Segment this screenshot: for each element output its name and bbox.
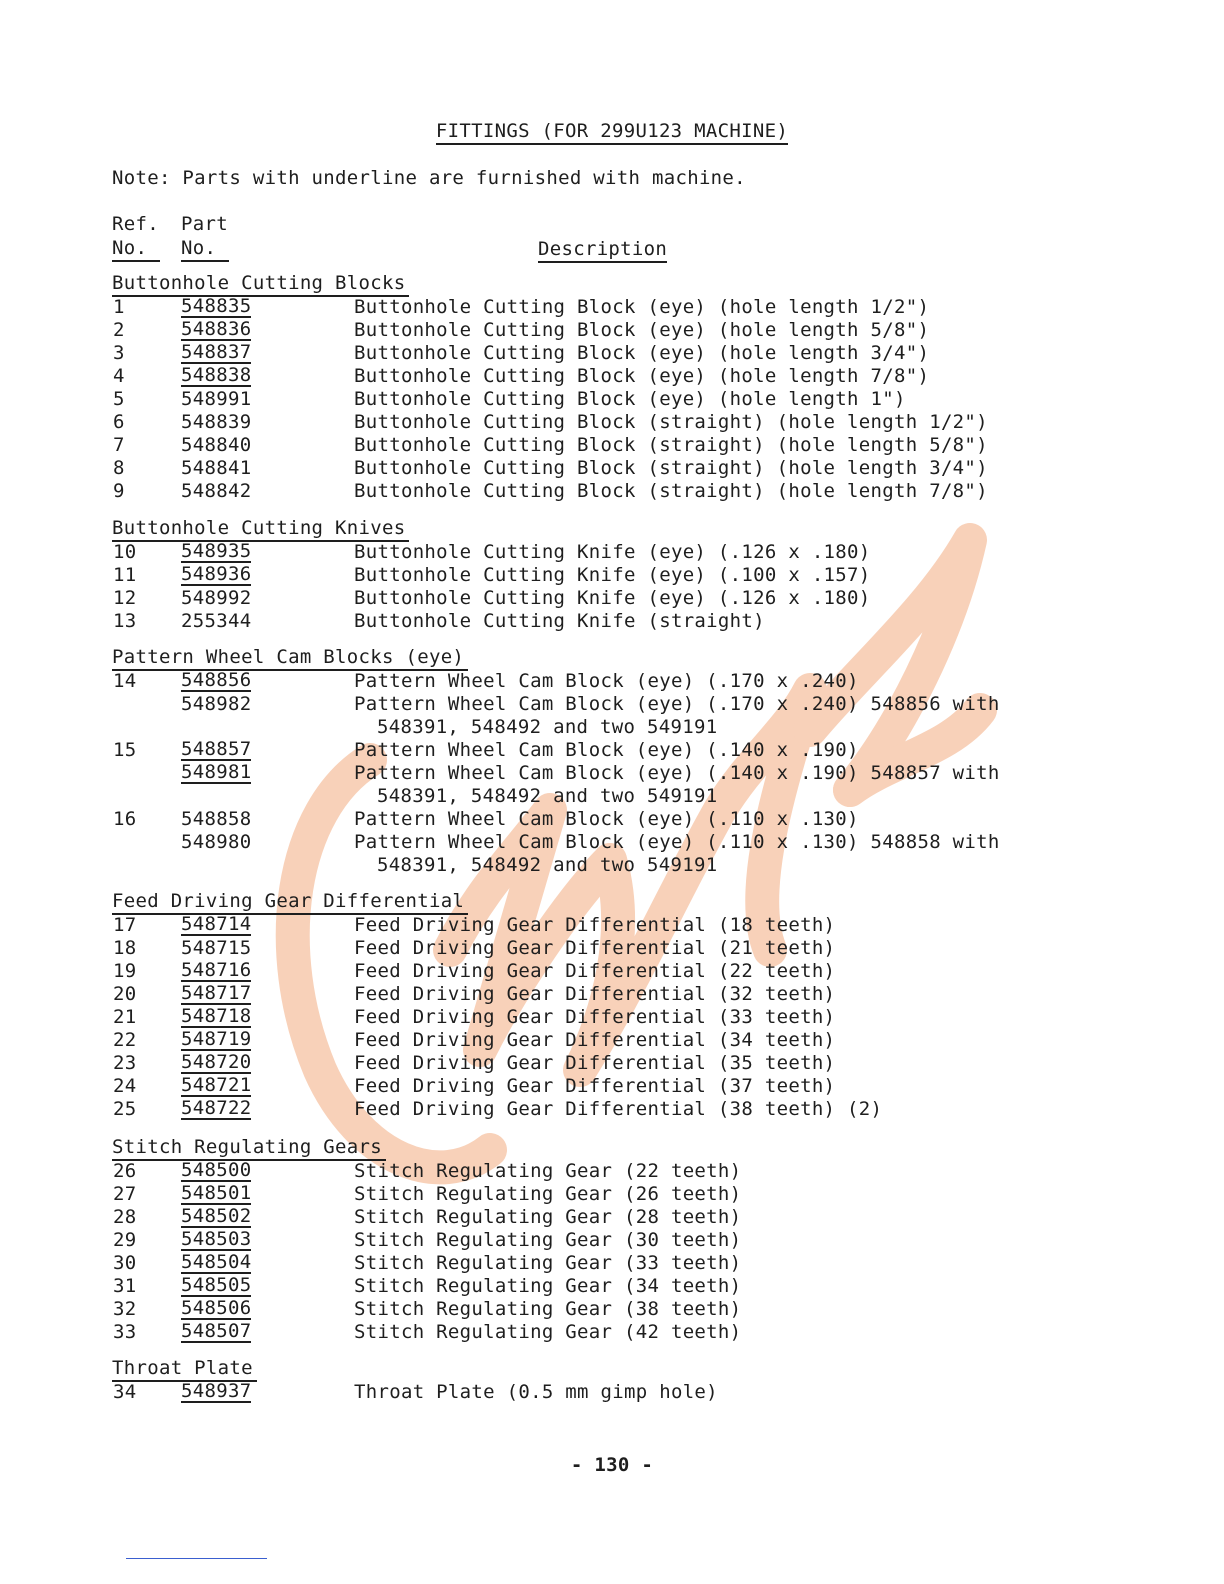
ref-number: 1 bbox=[113, 296, 125, 318]
table-row bbox=[0, 960, 1224, 983]
table-row bbox=[0, 1381, 1224, 1404]
ref-number: 23 bbox=[113, 1052, 137, 1074]
footer-divider bbox=[126, 1558, 267, 1559]
ref-number: 21 bbox=[113, 1006, 137, 1028]
ref-number: 8 bbox=[113, 457, 125, 479]
part-description: Feed Driving Gear Differential (32 teeth) bbox=[354, 983, 836, 1005]
part-number: 548503 bbox=[181, 1228, 252, 1250]
part-description-continued: 548391, 548492 and two 549191 bbox=[377, 854, 718, 876]
part-number: 548715 bbox=[181, 937, 252, 959]
part-description: Feed Driving Gear Differential (34 teeth) bbox=[354, 1029, 836, 1051]
table-row bbox=[0, 1075, 1224, 1098]
ref-number: 9 bbox=[113, 480, 125, 502]
part-number: 548982 bbox=[181, 693, 252, 715]
table-row bbox=[0, 1275, 1224, 1298]
ref-number: 31 bbox=[113, 1275, 137, 1297]
part-description: Pattern Wheel Cam Block (eye) (.140 x .190) 548857 with bbox=[354, 762, 1000, 784]
table-row bbox=[0, 388, 1224, 411]
section-heading: Buttonhole Cutting Blocks bbox=[112, 271, 409, 297]
table-row bbox=[0, 1029, 1224, 1052]
part-description: Buttonhole Cutting Block (eye) (hole length 1/2") bbox=[354, 296, 930, 318]
part-description: Stitch Regulating Gear (42 teeth) bbox=[354, 1321, 742, 1343]
part-number: 548714 bbox=[181, 913, 252, 935]
part-description: Stitch Regulating Gear (22 teeth) bbox=[354, 1160, 742, 1182]
part-number: 548502 bbox=[181, 1205, 252, 1227]
table-row bbox=[0, 670, 1224, 693]
part-description: Throat Plate (0.5 mm gimp hole) bbox=[354, 1381, 718, 1403]
ref-number: 25 bbox=[113, 1098, 137, 1120]
part-description: Buttonhole Cutting Block (eye) (hole length 5/8") bbox=[354, 319, 930, 341]
ref-number: 18 bbox=[113, 937, 137, 959]
part-number: 548721 bbox=[181, 1074, 252, 1096]
ref-number: 26 bbox=[113, 1160, 137, 1182]
part-number: 548936 bbox=[181, 563, 252, 585]
ref-number: 14 bbox=[113, 670, 137, 692]
part-description: Buttonhole Cutting Knife (eye) (.126 x .180) bbox=[354, 541, 871, 563]
part-description: Pattern Wheel Cam Block (eye) (.170 x .240) 548856 with bbox=[354, 693, 1000, 715]
part-number: 548504 bbox=[181, 1251, 252, 1273]
part-number: 548841 bbox=[181, 457, 252, 479]
part-number: 548858 bbox=[181, 808, 252, 830]
part-number: 548836 bbox=[181, 318, 252, 340]
part-description: Stitch Regulating Gear (30 teeth) bbox=[354, 1229, 742, 1251]
table-row bbox=[0, 1252, 1224, 1275]
part-description: Feed Driving Gear Differential (35 teeth) bbox=[354, 1052, 836, 1074]
ref-number: 28 bbox=[113, 1206, 137, 1228]
ref-number: 34 bbox=[113, 1381, 137, 1403]
part-description: Stitch Regulating Gear (34 teeth) bbox=[354, 1275, 742, 1297]
header-ref-top: Ref. bbox=[112, 213, 159, 235]
ref-number: 19 bbox=[113, 960, 137, 982]
ref-number: 16 bbox=[113, 808, 137, 830]
part-number: 548935 bbox=[181, 540, 252, 562]
ref-number: 4 bbox=[113, 365, 125, 387]
part-number: 548992 bbox=[181, 587, 252, 609]
table-row bbox=[0, 319, 1224, 342]
part-description-continued: 548391, 548492 and two 549191 bbox=[377, 716, 718, 738]
header-part-bottom: No. bbox=[181, 236, 229, 262]
ref-number: 6 bbox=[113, 411, 125, 433]
ref-number: 3 bbox=[113, 342, 125, 364]
section-heading: Pattern Wheel Cam Blocks (eye) bbox=[112, 645, 468, 671]
part-description: Pattern Wheel Cam Block (eye) (.110 x .130) 548858 with bbox=[354, 831, 1000, 853]
part-number: 548500 bbox=[181, 1159, 252, 1181]
ref-number: 29 bbox=[113, 1229, 137, 1251]
part-number: 548980 bbox=[181, 831, 252, 853]
table-row bbox=[0, 365, 1224, 388]
part-number: 548507 bbox=[181, 1320, 252, 1342]
section-heading: Buttonhole Cutting Knives bbox=[112, 516, 409, 542]
ref-number: 27 bbox=[113, 1183, 137, 1205]
ref-number: 22 bbox=[113, 1029, 137, 1051]
part-number: 548837 bbox=[181, 341, 252, 363]
part-description: Pattern Wheel Cam Block (eye) (.110 x .130) bbox=[354, 808, 859, 830]
table-row bbox=[0, 1052, 1224, 1075]
part-description: Feed Driving Gear Differential (21 teeth) bbox=[354, 937, 836, 959]
ref-number: 13 bbox=[113, 610, 137, 632]
part-description: Stitch Regulating Gear (28 teeth) bbox=[354, 1206, 742, 1228]
table-row bbox=[0, 983, 1224, 1006]
table-row bbox=[0, 1298, 1224, 1321]
part-number: 548505 bbox=[181, 1274, 252, 1296]
part-number: 548838 bbox=[181, 364, 252, 386]
table-row bbox=[0, 457, 1224, 480]
header-part-top: Part bbox=[181, 213, 228, 235]
section-heading: Stitch Regulating Gears bbox=[112, 1135, 386, 1161]
part-description: Feed Driving Gear Differential (38 teeth) (2) bbox=[354, 1098, 883, 1120]
table-row bbox=[0, 1321, 1224, 1344]
page-number: - 130 - bbox=[570, 1454, 654, 1476]
part-description: Buttonhole Cutting Knife (eye) (.100 x .157) bbox=[354, 564, 871, 586]
table-row bbox=[0, 411, 1224, 434]
part-description: Stitch Regulating Gear (38 teeth) bbox=[354, 1298, 742, 1320]
part-number: 548857 bbox=[181, 738, 252, 760]
table-row bbox=[0, 937, 1224, 960]
header-ref-bottom-wrap bbox=[112, 236, 160, 262]
part-description: Feed Driving Gear Differential (33 teeth) bbox=[354, 1006, 836, 1028]
section-heading: Throat Plate bbox=[112, 1356, 257, 1382]
part-description: Feed Driving Gear Differential (18 teeth) bbox=[354, 914, 836, 936]
header-ref-bottom: No. bbox=[112, 236, 160, 262]
part-number: 548718 bbox=[181, 1005, 252, 1027]
table-row bbox=[0, 1006, 1224, 1029]
table-row bbox=[0, 480, 1224, 503]
part-description: Buttonhole Cutting Block (straight) (hole length 7/8") bbox=[354, 480, 988, 502]
part-description: Feed Driving Gear Differential (37 teeth) bbox=[354, 1075, 836, 1097]
part-number: 548839 bbox=[181, 411, 252, 433]
ref-number: 33 bbox=[113, 1321, 137, 1343]
part-description: Buttonhole Cutting Block (straight) (hole length 5/8") bbox=[354, 434, 988, 456]
part-number: 548717 bbox=[181, 982, 252, 1004]
part-number: 548720 bbox=[181, 1051, 252, 1073]
part-number: 548501 bbox=[181, 1182, 252, 1204]
part-description: Stitch Regulating Gear (33 teeth) bbox=[354, 1252, 742, 1274]
part-number: 548716 bbox=[181, 959, 252, 981]
table-row bbox=[0, 739, 1224, 762]
ref-number: 7 bbox=[113, 434, 125, 456]
header-part-bottom-wrap bbox=[181, 236, 229, 262]
section-heading: Feed Driving Gear Differential bbox=[112, 889, 468, 915]
ref-number: 20 bbox=[113, 983, 137, 1005]
part-number: 548722 bbox=[181, 1097, 252, 1119]
part-number: 548937 bbox=[181, 1380, 252, 1402]
header-description-wrap bbox=[538, 237, 667, 263]
part-number: 548856 bbox=[181, 669, 252, 691]
table-row bbox=[0, 541, 1224, 564]
ref-number: 11 bbox=[113, 564, 137, 586]
part-number: 548991 bbox=[181, 388, 252, 410]
table-row bbox=[0, 693, 1224, 716]
ref-number: 30 bbox=[113, 1252, 137, 1274]
part-number: 548981 bbox=[181, 761, 252, 783]
table-row bbox=[0, 296, 1224, 319]
header-description: Description bbox=[538, 237, 667, 263]
table-row bbox=[0, 1206, 1224, 1229]
table-row bbox=[0, 1098, 1224, 1121]
table-row bbox=[0, 610, 1224, 633]
ref-number: 5 bbox=[113, 388, 125, 410]
ref-number: 12 bbox=[113, 587, 137, 609]
table-row bbox=[0, 564, 1224, 587]
part-description-continued: 548391, 548492 and two 549191 bbox=[377, 785, 718, 807]
part-description: Buttonhole Cutting Block (eye) (hole length 1") bbox=[354, 388, 906, 410]
page-title: FITTINGS (FOR 299U123 MACHINE) bbox=[0, 120, 1224, 142]
ref-number: 2 bbox=[113, 319, 125, 341]
note-text: Note: Parts with underline are furnished with machine. bbox=[112, 167, 746, 189]
part-number: 548506 bbox=[181, 1297, 252, 1319]
table-row bbox=[0, 587, 1224, 610]
table-row bbox=[0, 762, 1224, 785]
table-row bbox=[0, 1183, 1224, 1206]
part-description: Pattern Wheel Cam Block (eye) (.170 x .240) bbox=[354, 670, 859, 692]
part-description: Buttonhole Cutting Block (eye) (hole length 3/4") bbox=[354, 342, 930, 364]
part-description: Stitch Regulating Gear (26 teeth) bbox=[354, 1183, 742, 1205]
part-description: Buttonhole Cutting Knife (straight) bbox=[354, 610, 765, 632]
part-description: Buttonhole Cutting Block (straight) (hole length 1/2") bbox=[354, 411, 988, 433]
part-number: 548840 bbox=[181, 434, 252, 456]
table-row bbox=[0, 1229, 1224, 1252]
part-description: Buttonhole Cutting Block (straight) (hole length 3/4") bbox=[354, 457, 988, 479]
table-row bbox=[0, 831, 1224, 854]
ref-number: 15 bbox=[113, 739, 137, 761]
part-number: 548842 bbox=[181, 480, 252, 502]
table-row bbox=[0, 342, 1224, 365]
ref-number: 10 bbox=[113, 541, 137, 563]
part-number: 548719 bbox=[181, 1028, 252, 1050]
part-description: Buttonhole Cutting Block (eye) (hole length 7/8") bbox=[354, 365, 930, 387]
part-description: Feed Driving Gear Differential (22 teeth) bbox=[354, 960, 836, 982]
ref-number: 17 bbox=[113, 914, 137, 936]
ref-number: 32 bbox=[113, 1298, 137, 1320]
table-row bbox=[0, 808, 1224, 831]
ref-number: 24 bbox=[113, 1075, 137, 1097]
table-row bbox=[0, 1160, 1224, 1183]
part-description: Pattern Wheel Cam Block (eye) (.140 x .190) bbox=[354, 739, 859, 761]
part-number: 255344 bbox=[181, 610, 252, 632]
part-description: Buttonhole Cutting Knife (eye) (.126 x .180) bbox=[354, 587, 871, 609]
table-row bbox=[0, 914, 1224, 937]
table-row bbox=[0, 434, 1224, 457]
part-number: 548835 bbox=[181, 295, 252, 317]
